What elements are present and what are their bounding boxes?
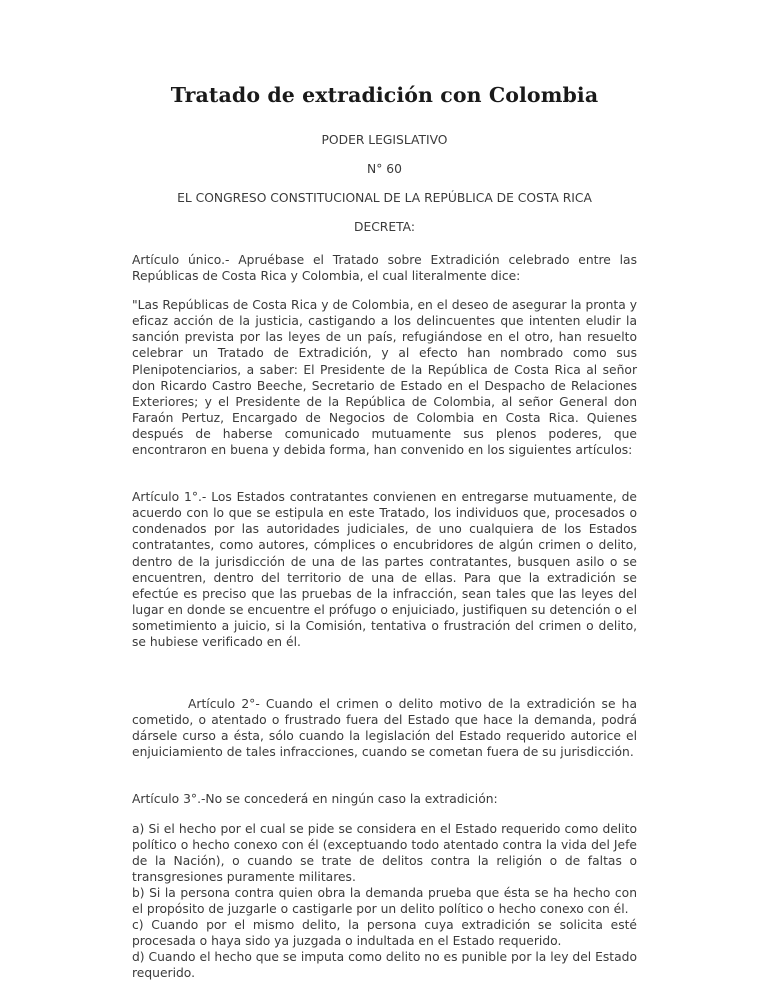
spacer [132, 760, 637, 791]
clause-item-a: a) Si el hecho por el cual se pide se considera en el Estado requerido como delito político o hecho conexo con él (exceptuando todo atentado contra la vida del Jefe de la Nación), o cuando se trate de delitos contra la religión o de faltas o transgresiones puramente militares. [132, 821, 637, 884]
header-line-decree-number: N° 60 [367, 162, 402, 176]
header-line-congress: EL CONGRESO CONSTITUCIONAL DE LA REPÚBLICA DE COSTA RICA [177, 191, 592, 205]
spacer [132, 808, 637, 821]
document-content [132, 0, 637, 981]
clause-item-b: b) Si la persona contra quien obra la demanda prueba que ésta se ha hecho con el propósito de juzgarle o castigarle por un delito político o hecho conexo con él. [132, 885, 637, 916]
header-line-decreta: DECRETA: [353, 220, 416, 234]
paragraph-articulo-2: Artículo 2°- Cuando el crimen o delito motivo de la extradición se ha cometido, o atentado o frustrado fuera del Estado que hace la demanda, podrá dársele curso a ésta, sólo cuando la legislación del Estado requerido autorice el enjuiciamiento de tales infracciones, cuando se cometan fuera de su jurisdicción. [132, 697, 637, 760]
page-title: Tratado de extradición con Colombia [170, 83, 599, 107]
clause-item-d: d) Cuando el hecho que se imputa como delito no es punible por la ley del Estado requerido. [132, 950, 637, 981]
paragraph-articulo-3-intro: Artículo 3°.-No se concederá en ningún caso la extradición: [132, 792, 498, 807]
articulo-3-clause-list [132, 821, 637, 982]
spacer [132, 235, 637, 252]
paragraph-preamble: "Las Repúblicas de Costa Rica y de Colombia, en el deseo de asegurar la pronta y eficaz acción de la justicia, castigando a los delincuentes que intenten eludir la sanción prevista por las leyes de un país, refugiándose en el otro, han resuelto celebrar un Tratado de Extradición, y al efecto han nombrado como sus Plenipotenciarios, a saber: El Presidente de la República de Costa Rica al señor don Ricardo Castro Beeche, Secretario de Estado en el Despacho de Relaciones Exteriores; y el Presidente de la República de Colombia, al señor General don Faraón Pertuz, Encargado de Negocios de Colombia en Costa Rica. Quienes después de haberse comunicado mutuamente sus plenos poderes, que encontraron en buena y debida forma, han convenido en los siguientes artículos: [132, 298, 637, 458]
spacer [132, 650, 637, 696]
paragraph-articulo-unico: Artículo único.- Apruébase el Tratado sobre Extradición celebrado entre las Repúblicas de Costa Rica y Colombia, el cual literalmente dice: [132, 253, 637, 284]
clause-item-c: c) Cuando por el mismo delito, la persona cuya extradición se solicita esté procesada o haya sido ya juzgada o indultada en el Estado requerido. [132, 918, 637, 949]
paragraph-articulo-1: Artículo 1°.- Los Estados contratantes convienen en entregarse mutuamente, de acuerdo con lo que se estipula en este Tratado, los individuos que, procesados o condenados por las autoridades judiciales, de uno cualquiera de los Estados contratantes, como autores, cómplices o encubridores de algún crimen o delito, dentro de la jurisdicción de una de las partes contratantes, busquen asilo o se encuentren, dentro del territorio de una de ellas. Para que la extradición se efectúe es preciso que las pruebas de la infracción, sean tales que las leyes del lugar en donde se encuentre el prófugo o enjuiciado, justifiquen su detención o el sometimiento a juicio, si la Comisión, tentativa o frustración del crimen o delito, se hubiese verificado en él. [132, 490, 637, 649]
header-line-poder-legislativo: PODER LEGISLATIVO [321, 133, 448, 147]
spacer [132, 458, 637, 489]
spacer [132, 284, 637, 297]
